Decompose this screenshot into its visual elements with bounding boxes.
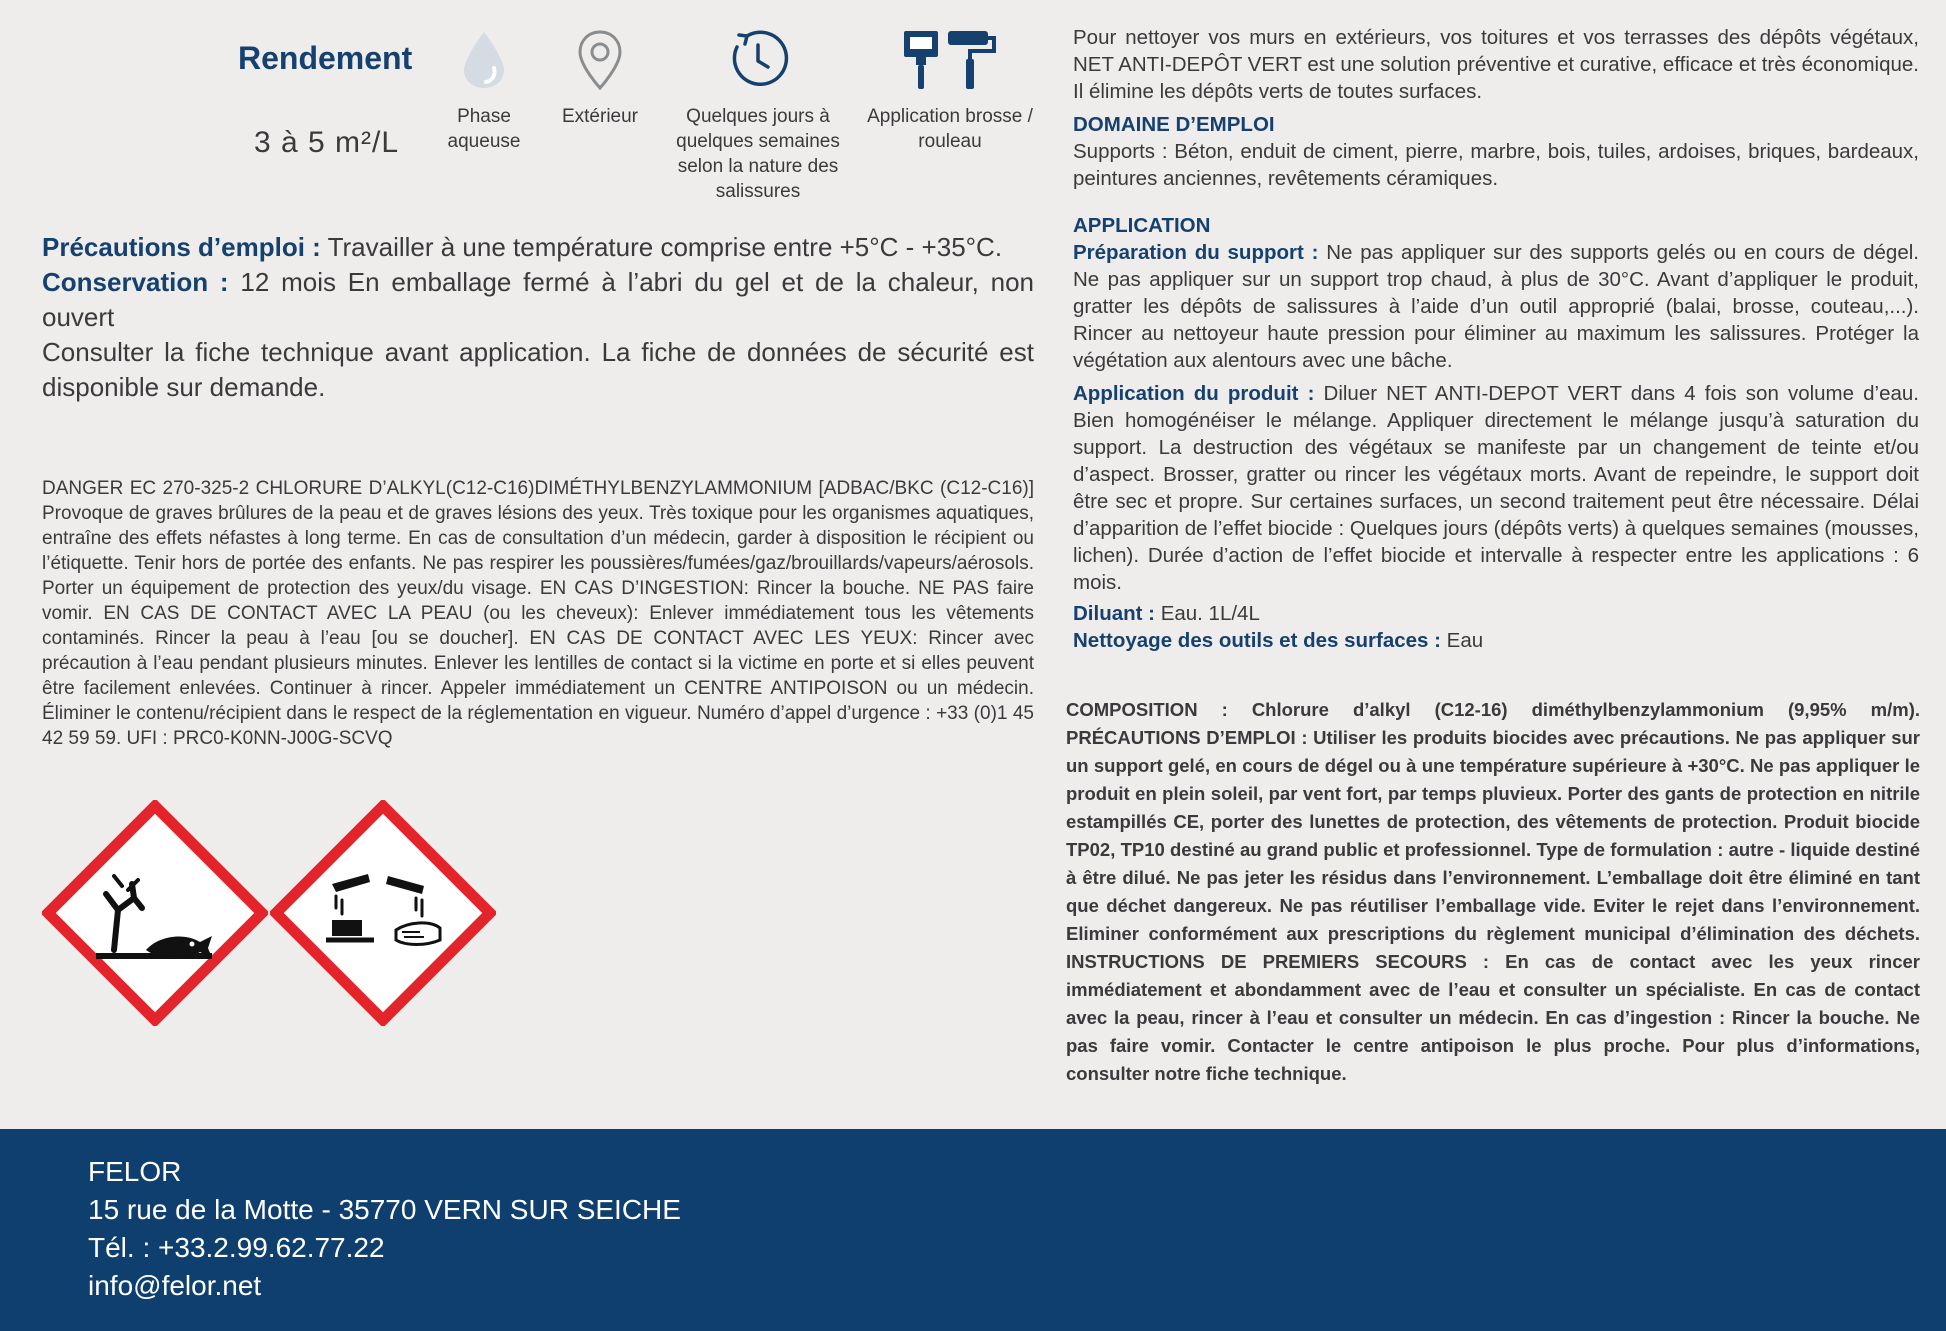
domaine-heading: DOMAINE D’EMPLOI xyxy=(1073,113,1275,136)
feature-phase-aqueuse xyxy=(440,24,528,154)
feature-duree xyxy=(664,24,852,204)
feature-label: Application brosse / rouleau xyxy=(867,106,1033,152)
environment-hazard-icon xyxy=(42,800,268,1026)
footer xyxy=(0,1129,1946,1331)
consult-text: Consulter la fiche technique avant application. La fiche de données de sécurité est disponible sur demande. xyxy=(42,337,1034,402)
danger-text: DANGER EC 270-325-2 CHLORURE D’ALKYL(C12-C16)DIMÉTHYLBENZYLAMMONIUM [ADBAC/BKC (C12-C16)] Provoque de graves brûlures de la peau et de graves lésions des yeux. Très toxique pour les organismes aquatiques, entraîne des effets néfastes à long terme. En cas de consultation d’un médecin, garder à disposition le récipient ou l’étiquette. Tenir hors de portée des enfants. Ne pas respirer les poussières/fumées/gaz/brouillards/vapeurs/aérosols. Porter un équipement de protection des yeux/du visage. EN CAS D’INGESTION: Rincer la bouche. NE PAS faire vomir. EN CAS DE CONTACT AVEC LA PEAU (ou les cheveux): Enlever immédiatement tous les vêtements contaminés. Rincer la peau à l’eau [ou se doucher]. EN CAS DE CONTACT AVEC LES YEUX: Rincer avec précaution à l’eau pendant plusieurs minutes. Enlever les lentilles de contact si la victime en porte et si elles peuvent être facilement enlevées. Continuer à rincer. Appeler immédiatement un CENTRE ANTIPOISON ou un médecin. Éliminer le contenu/récipient dans le respect de la réglementation en vigueur. Numéro d’appel d’urgence : +33 (0)1 45 42 59 59. UFI : PRC0-K0NN-J00G-SCVQ xyxy=(42,478,1034,749)
rendement-value: 3 à 5 m²/L xyxy=(254,126,400,159)
nettoyage-text: Eau xyxy=(1440,629,1484,652)
intro-text: Pour nettoyer vos murs en extérieurs, vos toitures et vos terrasses des dépôts végétaux, NET ANTI-DEPÔT VERT est une solution préventive et curative, efficace et très économique. Il élimine les dépôts verts de toutes surfaces. xyxy=(1073,26,1919,103)
corrosive-hazard-icon xyxy=(270,800,496,1026)
company-phone[interactable]: Tél. : +33.2.99.62.77.22 xyxy=(88,1232,385,1263)
diluant-text: Eau. 1L/4L xyxy=(1155,602,1260,625)
nettoyage-label: Nettoyage des outils et des surfaces : xyxy=(1073,629,1441,652)
feature-exterieur xyxy=(552,24,648,129)
company-address: 15 rue de la Motte - 35770 VERN SUR SEICHE xyxy=(88,1194,681,1225)
company-email[interactable]: info@felor.net xyxy=(88,1270,262,1301)
location-pin-icon xyxy=(575,28,625,92)
application-produit-label: Application du produit : xyxy=(1073,382,1315,405)
diluant-paragraph xyxy=(1073,600,1919,627)
application-heading: APPLICATION xyxy=(1073,214,1211,237)
nettoyage-paragraph xyxy=(1073,627,1919,654)
feature-label: Quelques jours à quelques semaines selon la nature des salissures xyxy=(676,106,840,202)
conservation-text: 12 mois En emballage fermé à l’abri du gel et de la chaleur, non ouvert xyxy=(42,267,1034,332)
brush-roller-icon xyxy=(902,27,998,93)
company-name: FELOR xyxy=(88,1156,182,1187)
clock-icon xyxy=(725,27,791,93)
application-produit-paragraph xyxy=(1073,380,1919,596)
conservation-paragraph xyxy=(42,265,1034,335)
product-description xyxy=(1073,24,1919,654)
preparation-paragraph xyxy=(1073,239,1919,374)
precautions-text: Travailler à une température comprise entre +5°C - +35°C. xyxy=(320,232,1003,262)
conservation-label: Conservation : xyxy=(42,267,229,297)
domaine-text: Supports : Béton, enduit de ciment, pierre, marbre, bois, tuiles, ardoises, briques, bardeaux, peintures anciennes, revêtements céramiques. xyxy=(1073,140,1919,190)
application-produit-text: Diluer NET ANTI-DEPOT VERT dans 4 fois son volume d’eau. Bien homogénéiser le mélange. Appliquer directement le mélange jusqu’à saturation du support. La destruction des végétaux se manifeste par un changement de teinte et/ou d’aspect. Brosser, gratter ou rincer les végétaux morts. Avant de repeindre, le support doit être sec et propre. Sur certaines surfaces, un second traitement peut être nécessaire. Délai d’apparition de l’effet biocide : Quelques jours (dépôts verts) à quelques semaines (mousses, lichen). Durée d’action de l’effet biocide et intervalle à respecter entre les applications : 6 mois. xyxy=(1073,382,1919,594)
feature-application xyxy=(865,24,1035,154)
precautions-label: Précautions d’emploi : xyxy=(42,232,321,262)
composition-text: COMPOSITION : Chlorure d’alkyl (C12-16) diméthylbenzylammonium (9,95% m/m). PRÉCAUTIONS D’EMPLOI : Utiliser les produits biocides avec précautions. Ne pas appliquer sur un support gelé, en cours de dégel ou à une température supérieure à +30°C. Ne pas appliquer le produit en plein soleil, par vent fort, par temps pluvieux. Porter des gants de protection en nitrile estampillés CE, porter des lunettes de protection, des vêtements de protection. Produit biocide TP02, TP10 destiné au grand public et professionnel. Type de formulation : autre - liquide destiné à être dilué. Ne pas jeter les résidus dans l’environnement. L’emballage doit être éliminé en tant que déchet dangereux. Ne pas réutiliser l’emballage vide. Eviter le rejet dans l’environnement. Eliminer conformément aux prescriptions du règlement municipal d’élimination des déchets. INSTRUCTIONS DE PREMIERS SECOURS : En cas de contact avec les yeux rincer immédiatement et abondamment avec de l’eau et consulter un spécialiste. En cas de contact avec la peau, rincer à l’eau et consulter un médecin. En cas d’ingestion : Rincer la bouche. Ne pas faire vomir. Contacter le centre antipoison le plus proche. Pour plus d’informations, consulter notre fiche technique. xyxy=(1066,699,1920,1084)
feature-label: Extérieur xyxy=(561,106,639,127)
preparation-text: Ne pas appliquer sur des supports gelés ou en cours de dégel. Ne pas appliquer sur un support trop chaud, à plus de 30°C. Avant d’appliquer le produit, gratter les dépôts de salissures à l’aide d’un outil approprié (balai, brosse, couteau,...). Rincer au nettoyeur haute pression pour éliminer au maximum les salissures. Protéger la végétation aux alentours avec une bâche. xyxy=(1073,241,1919,372)
precautions-block xyxy=(42,230,1034,405)
water-drop-icon xyxy=(456,28,512,92)
preparation-label: Préparation du support : xyxy=(1073,241,1319,264)
feature-label: Phase aqueuse xyxy=(447,106,521,152)
rendement-title: Rendement xyxy=(238,40,413,76)
diluant-label: Diluant : xyxy=(1073,602,1155,625)
precautions-paragraph xyxy=(42,230,1034,265)
